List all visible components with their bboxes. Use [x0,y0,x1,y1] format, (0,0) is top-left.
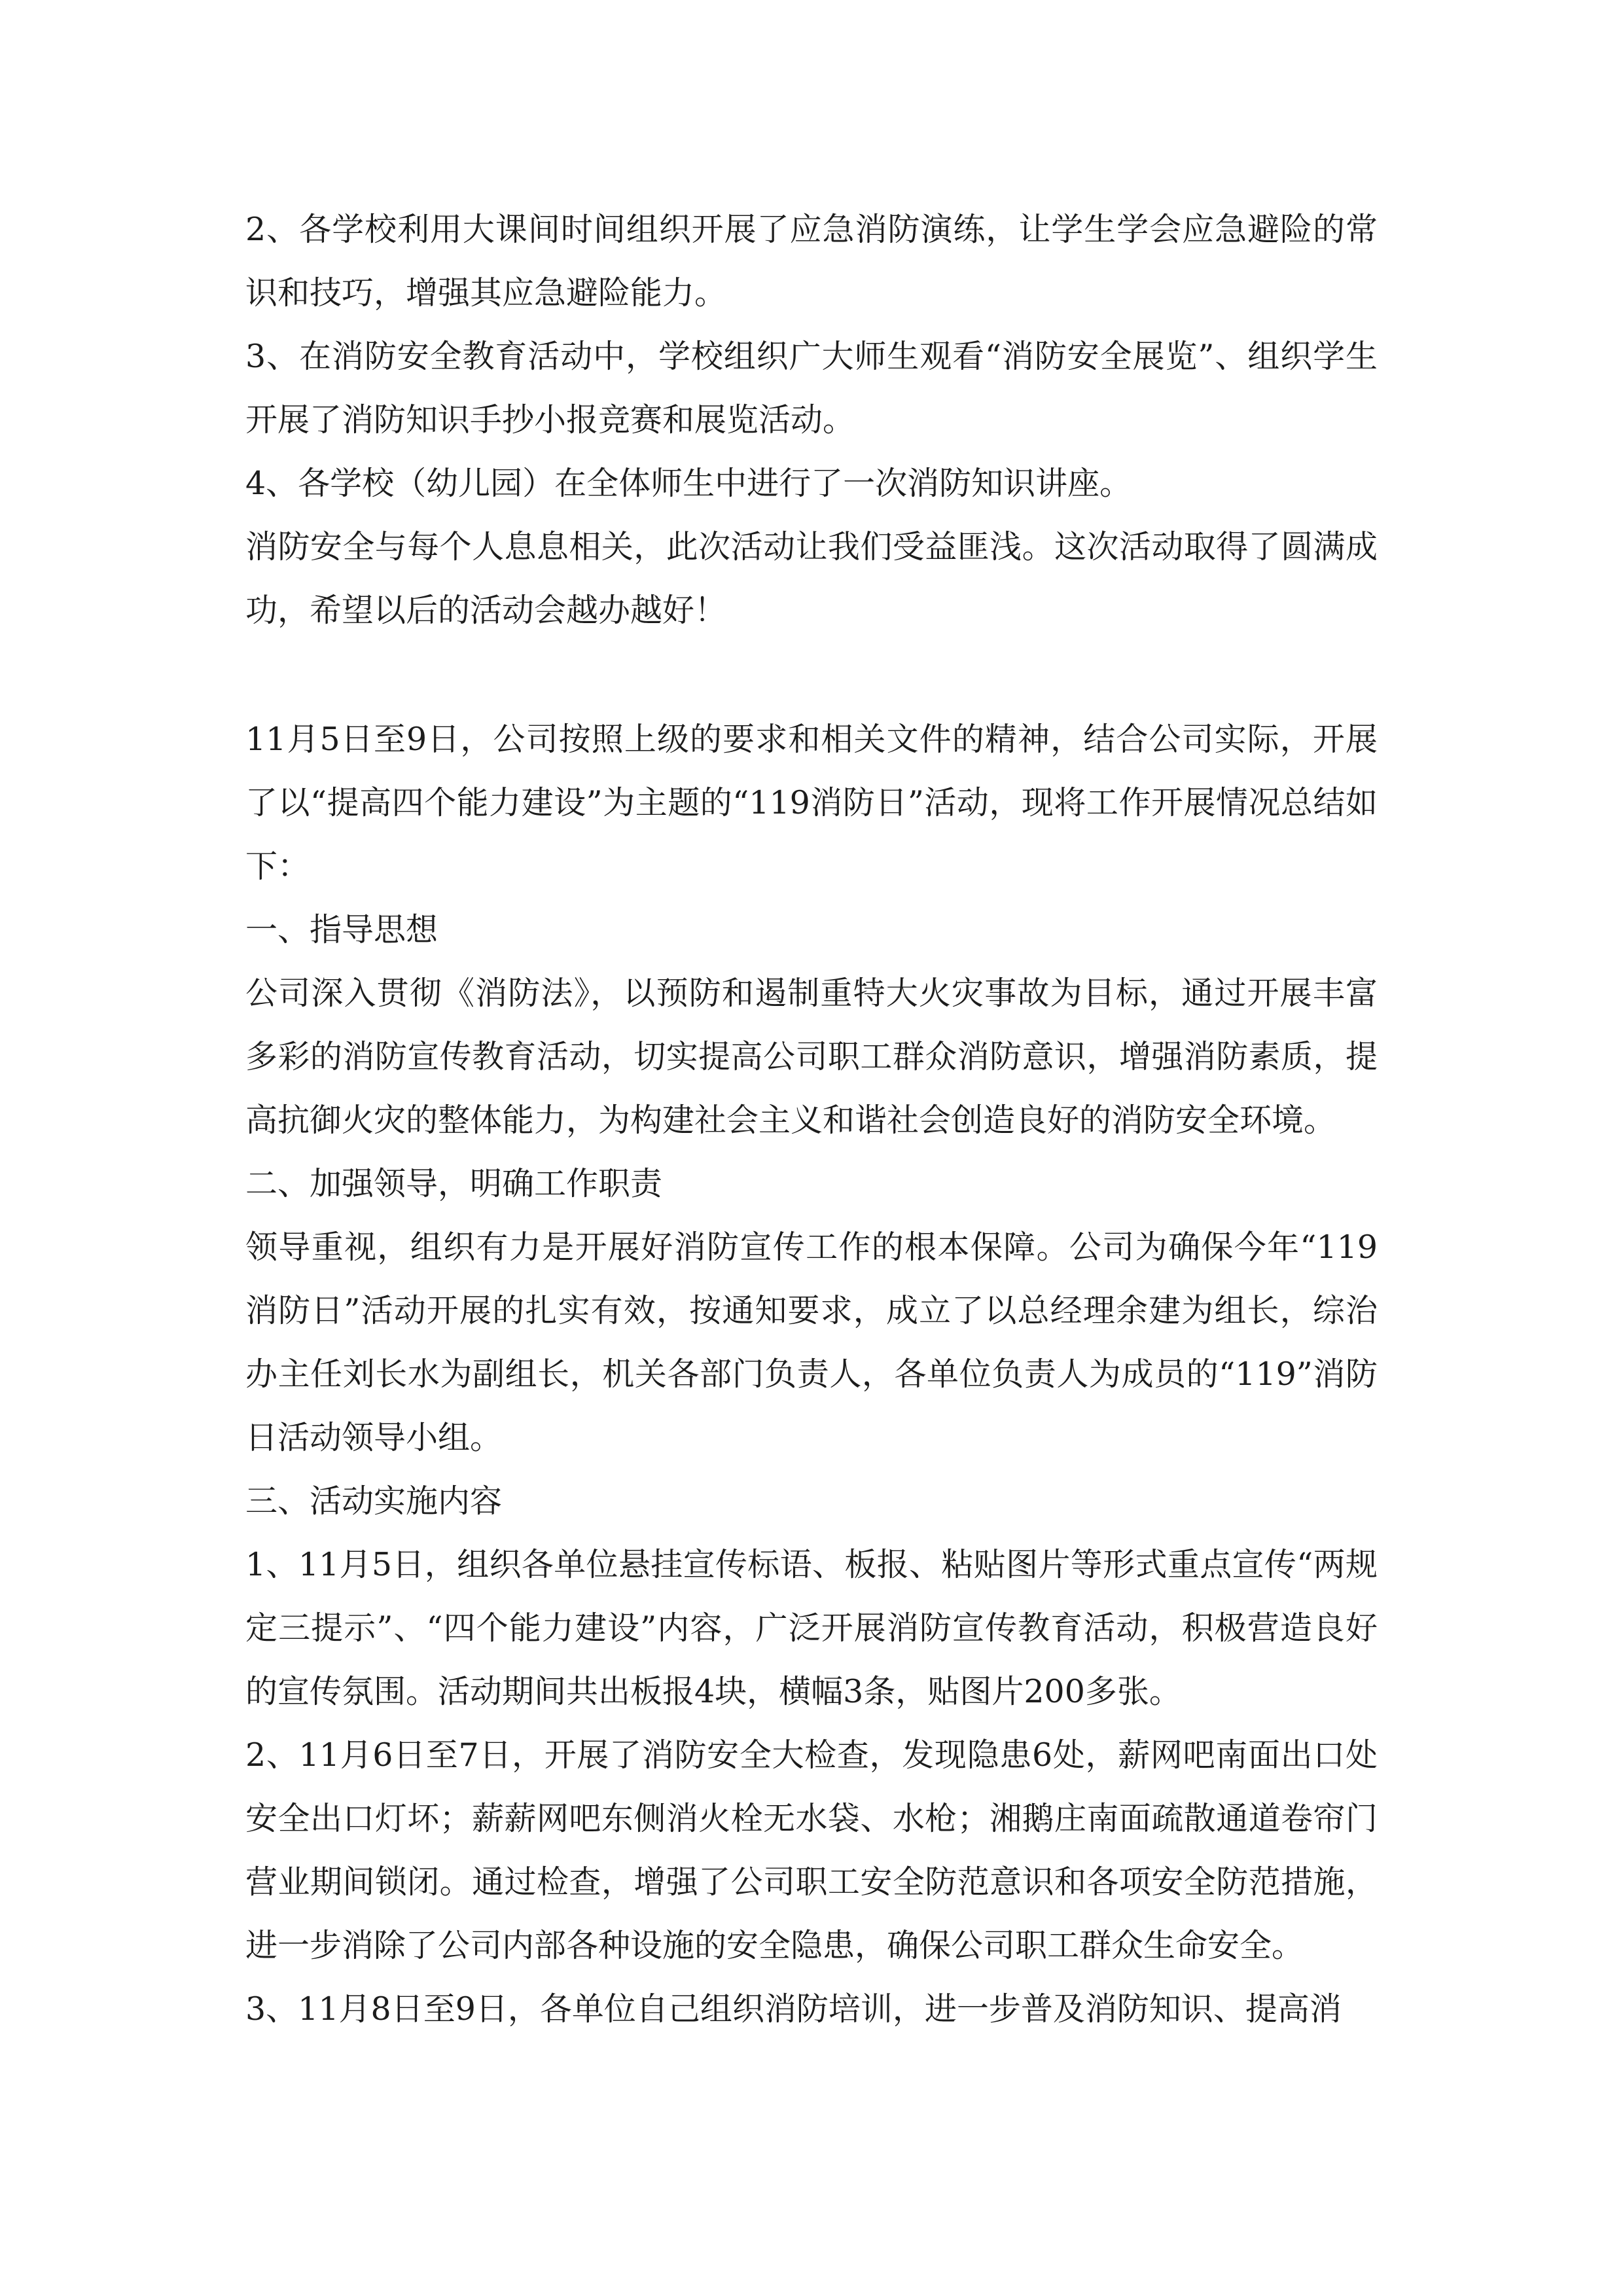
paragraph: 3、11月8日至9日，各单位自己组织消防培训，进一步普及消防知识、提高消 [245,1990,1342,2028]
paragraph: 4、各学校（幼儿园）在全体师生中进行了一次消防知识讲座。 [245,465,1132,502]
paragraph: 3、在消防安全教育活动中，学校组织广大师生观看“消防安全展览”、组织学生开展了消防知识手抄小报竞赛和展览活动。 [245,338,1378,439]
text-section-1 [245,198,1378,642]
section-heading: 二、加强领导，明确工作职责 [245,1165,663,1202]
paragraph: 2、各学校利用大课间时间组织开展了应急消防演练，让学生学会应急避险的常识和技巧，增强其应急避险能力。 [245,211,1378,312]
text-section-2 [245,708,1378,2041]
paragraph: 2、11月6日至7日，开展了消防安全大检查，发现隐患6处，薪网吧南面出口处安全出口灯坏；薪薪网吧东侧消火栓无水袋、水枪；湘鹅庄南面疏散通道卷帘门营业期间锁闭。通过检查，增强了公司职工安全防范意识和各项安全防范措施，进一步消除了公司内部各种设施的安全隐患，确保公司职工群众生命安全。 [245,1736,1378,1964]
section-heading: 三、活动实施内容 [245,1482,503,1520]
section-heading: 一、指导思想 [245,911,438,948]
paragraph: 公司深入贯彻《消防法》，以预防和遏制重特大火灾事故为目标，通过开展丰富多彩的消防宣传教育活动，切实提高公司职工群众消防意识，增强消防素质，提高抗御火灾的整体能力，为构建社会主义和谐社会创造良好的消防安全环境。 [245,975,1378,1139]
paragraph: 1、11月5日，组织各单位悬挂宣传标语、板报、粘贴图片等形式重点宣传“两规定三提示”、“四个能力建设”内容，广泛开展消防宣传教育活动，积极营造良好的宣传氛围。活动期间共出板报4块，横幅3条，贴图片200多张。 [245,1546,1378,1710]
paragraph: 消防安全与每个人息息相关，此次活动让我们受益匪浅。这次活动取得了圆满成功，希望以后的活动会越办越好！ [245,528,1378,629]
paragraph: 领导重视，组织有力是开展好消防宣传工作的根本保障。公司为确保今年“119消防日”活动开展的扎实有效，按通知要求，成立了以总经理余建为组长，综治办主任刘长水为副组长，机关各部门负责人，各单位负责人为成员的“119”消防日活动领导小组。 [245,1229,1378,1456]
paragraph: 11月5日至9日，公司按照上级的要求和相关文件的精神，结合公司实际，开展了以“提高四个能力建设”为主题的“119消防日”活动，现将工作开展情况总结如下： [245,721,1378,885]
